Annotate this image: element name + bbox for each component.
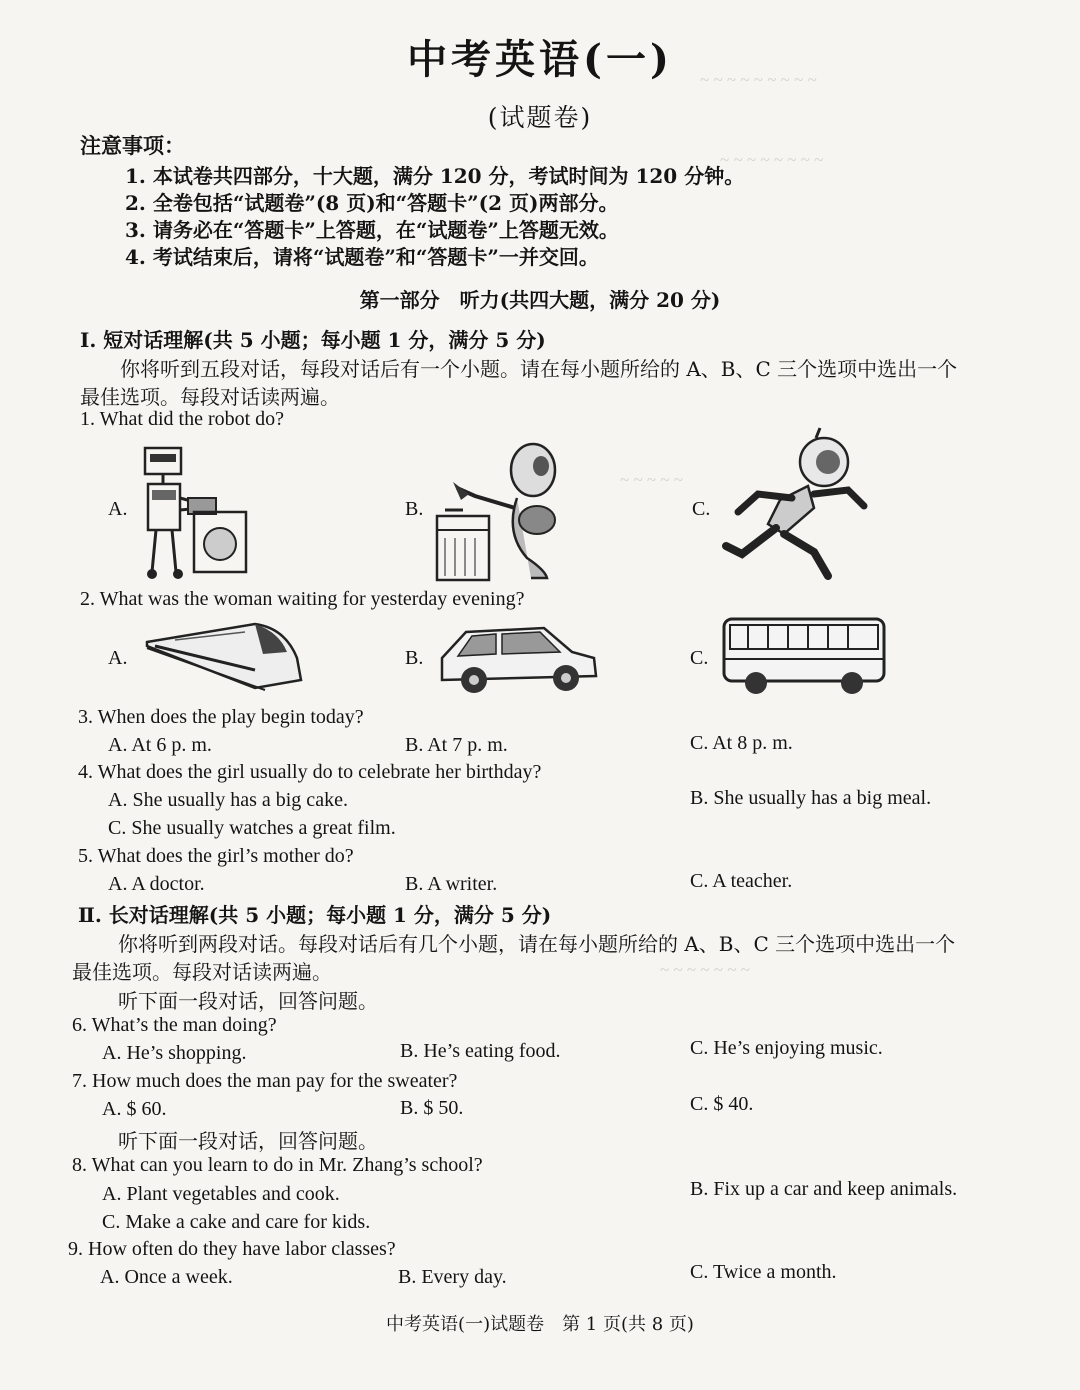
question-text: 3. When does the play begin today?	[78, 706, 364, 728]
option-label: B.	[405, 498, 424, 520]
notice-item: 1. 本试卷共四部分，十大题，满分 120 分，考试时间为 120 分钟。	[125, 164, 745, 188]
page-footer: 中考英语(一)试题卷 第 1 页(共 8 页)	[386, 1314, 694, 1335]
page-subtitle: (试题卷)	[487, 103, 593, 132]
option-text: C. At 8 p. m.	[690, 732, 793, 754]
notice-item: 2. 全卷包括“试题卷”(8 页)和“答题卡”(2 页)两部分。	[125, 191, 619, 215]
listen-instruction: 听下面一段对话，回答问题。	[118, 989, 378, 1013]
option-text: C. Twice a month.	[690, 1261, 837, 1283]
section-heading: Ⅱ. 长对话理解(共 5 小题；每小题 1 分，满分 5 分)	[78, 903, 552, 927]
section-heading: Ⅰ. 短对话理解(共 5 小题；每小题 1 分，满分 5 分)	[80, 328, 546, 352]
question-text: 1. What did the robot do?	[80, 408, 285, 430]
option-text: B. $ 50.	[400, 1097, 464, 1119]
section-instruction: 最佳选项。每段对话读两遍。	[80, 385, 340, 409]
question-text: 6. What’s the man doing?	[72, 1014, 277, 1036]
option-text: A. At 6 p. m.	[108, 734, 212, 756]
option-label: B.	[405, 647, 424, 669]
option-text: C. $ 40.	[690, 1093, 754, 1115]
option-text: A. Plant vegetables and cook.	[102, 1183, 340, 1205]
option-label: C.	[692, 498, 711, 520]
option-text: B. At 7 p. m.	[405, 734, 508, 756]
option-text: B. Fix up a car and keep animals.	[690, 1178, 958, 1200]
option-text: A. Once a week.	[100, 1266, 233, 1288]
option-text: A. A doctor.	[108, 873, 205, 895]
section-instruction: 你将听到两段对话。每段对话后有几个小题，请在每小题所给的 A、B、C 三个选项中选出一个	[118, 932, 956, 956]
option-text: B. He’s eating food.	[400, 1040, 561, 1062]
robot-cooking-image	[435, 438, 575, 583]
part-heading: 第一部分 听力(共四大题，满分 20 分)	[359, 288, 721, 312]
option-text: C. She usually watches a great film.	[108, 817, 396, 839]
notice-item: 4. 考试结束后，请将“试题卷”和“答题卡”一并交回。	[125, 245, 599, 269]
option-text: C. A teacher.	[690, 870, 793, 892]
robot-washing-image	[130, 440, 260, 582]
robot-running-image	[718, 434, 874, 584]
section-instruction: 你将听到五段对话，每段对话后有一个小题。请在每小题所给的 A、B、C 三个选项中选出一个	[120, 357, 958, 381]
train-image	[145, 618, 305, 694]
option-text: C. He’s enjoying music.	[690, 1037, 883, 1059]
question-text: 5. What does the girl’s mother do?	[78, 845, 354, 867]
option-text: A. She usually has a big cake.	[108, 789, 348, 811]
option-label: A.	[108, 498, 128, 520]
option-label: A.	[108, 647, 128, 669]
question-text: 8. What can you learn to do in Mr. Zhang’s school?	[72, 1154, 483, 1176]
section-instruction: 最佳选项。每段对话读两遍。	[72, 960, 332, 984]
bus-image	[722, 615, 886, 697]
question-text: 2. What was the woman waiting for yesterday evening?	[80, 588, 525, 610]
car-image	[436, 618, 600, 696]
page-title: 中考英语(一)	[407, 36, 673, 83]
question-text: 9. How often do they have labor classes?	[68, 1238, 396, 1260]
question-text: 7. How much does the man pay for the sweater?	[72, 1070, 458, 1092]
listen-instruction: 听下面一段对话，回答问题。	[118, 1129, 378, 1153]
option-text: B. A writer.	[405, 873, 498, 895]
option-text: B. Every day.	[398, 1266, 507, 1288]
option-label: C.	[690, 647, 709, 669]
option-text: C. Make a cake and care for kids.	[102, 1211, 371, 1233]
notice-heading: 注意事项：	[80, 133, 185, 158]
option-text: A. $ 60.	[102, 1098, 167, 1120]
notice-item: 3. 请务必在“答题卡”上答题，在“试题卷”上答题无效。	[125, 218, 619, 242]
option-text: B. She usually has a big meal.	[690, 787, 932, 809]
question-text: 4. What does the girl usually do to celebrate her birthday?	[78, 761, 542, 783]
option-text: A. He’s shopping.	[102, 1042, 247, 1064]
